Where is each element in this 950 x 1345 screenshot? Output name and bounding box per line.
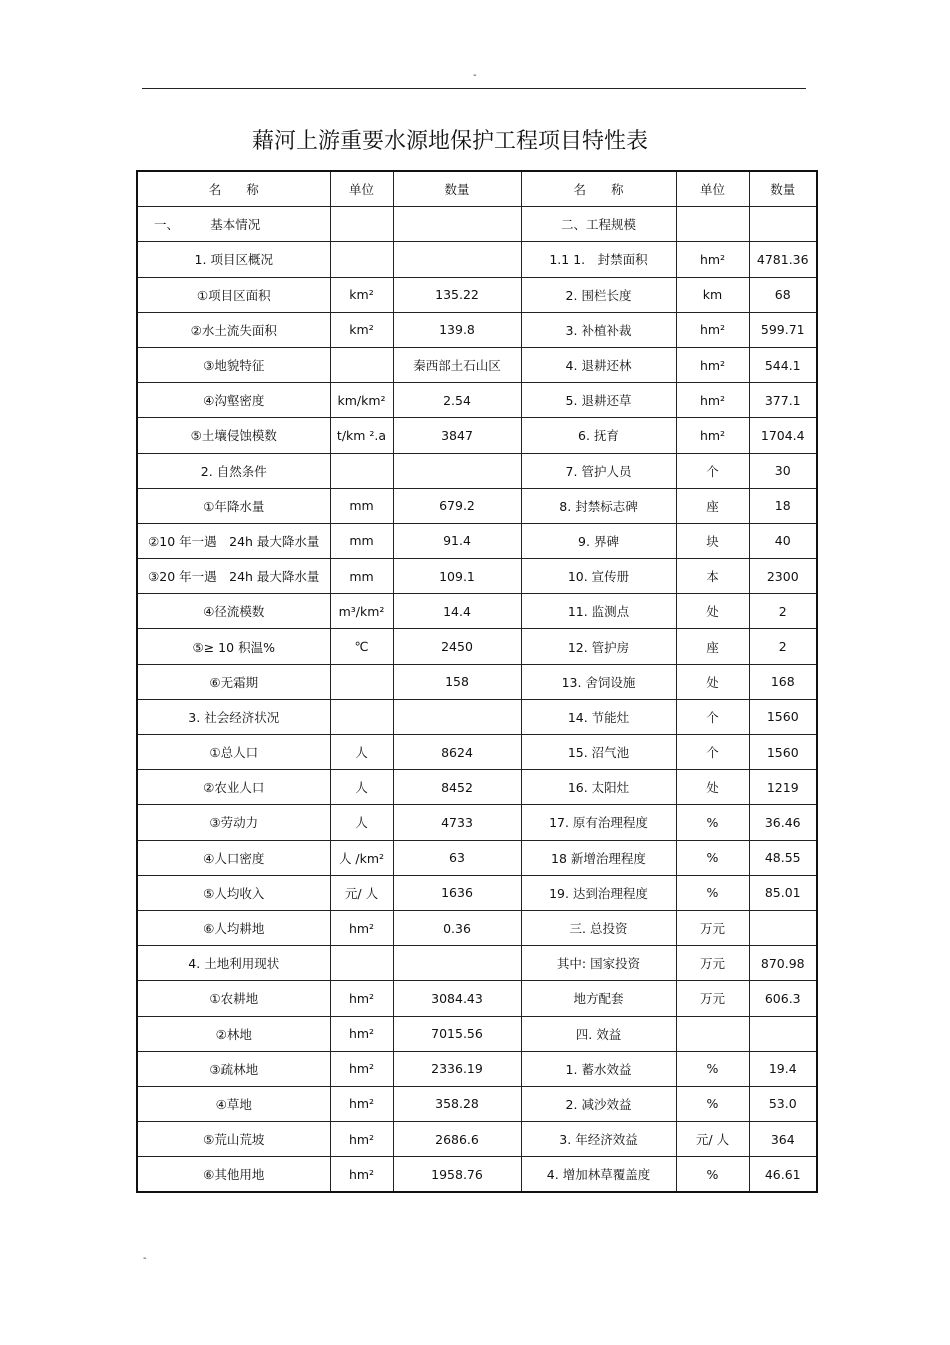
unit-left: hm² xyxy=(330,1016,393,1051)
item-name-right: 4. 增加林草覆盖度 xyxy=(521,1157,676,1193)
quantity-right: 36.46 xyxy=(749,805,817,840)
item-name-right: 三. 总投资 xyxy=(521,910,676,945)
quantity-left: 135.22 xyxy=(393,277,521,312)
item-name-left: ②林地 xyxy=(137,1016,330,1051)
quantity-right: 68 xyxy=(749,277,817,312)
unit-left: hm² xyxy=(330,1157,393,1193)
item-name-left: ①年降水量 xyxy=(137,488,330,523)
table-row xyxy=(137,910,817,945)
quantity-left xyxy=(393,207,521,242)
quantity-right: 85.01 xyxy=(749,875,817,910)
table-row xyxy=(137,383,817,418)
page-top-mark: - xyxy=(473,70,477,81)
quantity-left xyxy=(393,242,521,277)
item-name-right: 1. 蓄水效益 xyxy=(521,1051,676,1086)
item-name-right: 12. 管护房 xyxy=(521,629,676,664)
item-name-left: ⑤荒山荒坡 xyxy=(137,1122,330,1157)
quantity-left xyxy=(393,946,521,981)
table-row xyxy=(137,629,817,664)
header-qty-left: 数量 xyxy=(393,171,521,207)
item-name-left: ④径流模数 xyxy=(137,594,330,629)
table-body xyxy=(137,171,817,1192)
unit-right: 万元 xyxy=(676,910,749,945)
table-row xyxy=(137,312,817,347)
table-row xyxy=(137,559,817,594)
quantity-right: 2 xyxy=(749,629,817,664)
item-name-right: 13. 舍饲设施 xyxy=(521,664,676,699)
table-row xyxy=(137,523,817,558)
quantity-right: 4781.36 xyxy=(749,242,817,277)
item-name-left: ⑥其他用地 xyxy=(137,1157,330,1193)
item-name-left: ⑤土壤侵蚀模数 xyxy=(137,418,330,453)
unit-left xyxy=(330,664,393,699)
quantity-right: 1560 xyxy=(749,735,817,770)
item-name-left: ②农业人口 xyxy=(137,770,330,805)
quantity-left: 2.54 xyxy=(393,383,521,418)
unit-right: 块 xyxy=(676,523,749,558)
unit-left xyxy=(330,453,393,488)
item-name-right: 8. 封禁标志碑 xyxy=(521,488,676,523)
unit-left: hm² xyxy=(330,981,393,1016)
unit-left: mm xyxy=(330,523,393,558)
unit-right: % xyxy=(676,805,749,840)
table-row xyxy=(137,1122,817,1157)
unit-right: km xyxy=(676,277,749,312)
unit-right: 元/ 人 xyxy=(676,1122,749,1157)
item-name-left: ②水土流失面积 xyxy=(137,312,330,347)
unit-left xyxy=(330,242,393,277)
quantity-right: 870.98 xyxy=(749,946,817,981)
item-name-left: 2. 自然条件 xyxy=(137,453,330,488)
unit-left: mm xyxy=(330,559,393,594)
quantity-right: 606.3 xyxy=(749,981,817,1016)
quantity-right: 18 xyxy=(749,488,817,523)
unit-left: hm² xyxy=(330,1086,393,1121)
unit-left: km/km² xyxy=(330,383,393,418)
item-name-left: ④沟壑密度 xyxy=(137,383,330,418)
header-unit-right: 单位 xyxy=(676,171,749,207)
header-name-left: 名 称 xyxy=(137,171,330,207)
quantity-left: 2336.19 xyxy=(393,1051,521,1086)
item-name-left: ⑤人均收入 xyxy=(137,875,330,910)
unit-left: m³/km² xyxy=(330,594,393,629)
unit-right: 座 xyxy=(676,488,749,523)
quantity-left: 3084.43 xyxy=(393,981,521,1016)
item-name-left: ①总人口 xyxy=(137,735,330,770)
item-name-right: 9. 界碑 xyxy=(521,523,676,558)
quantity-right: 2300 xyxy=(749,559,817,594)
item-name-right: 3. 补植补裁 xyxy=(521,312,676,347)
item-name-right: 18 新增治理程度 xyxy=(521,840,676,875)
quantity-left: 14.4 xyxy=(393,594,521,629)
table-row xyxy=(137,805,817,840)
quantity-left: 358.28 xyxy=(393,1086,521,1121)
unit-right: 处 xyxy=(676,594,749,629)
table-row xyxy=(137,347,817,382)
quantity-left xyxy=(393,699,521,734)
table-row xyxy=(137,875,817,910)
quantity-right: 48.55 xyxy=(749,840,817,875)
quantity-right: 168 xyxy=(749,664,817,699)
unit-left xyxy=(330,347,393,382)
table-row xyxy=(137,453,817,488)
unit-left xyxy=(330,207,393,242)
quantity-left: 109.1 xyxy=(393,559,521,594)
unit-right xyxy=(676,207,749,242)
unit-right: 处 xyxy=(676,664,749,699)
unit-right: 万元 xyxy=(676,946,749,981)
unit-left: 人 xyxy=(330,770,393,805)
document-title: 藉河上游重要水源地保护工程项目特性表 xyxy=(251,129,648,154)
unit-right: % xyxy=(676,840,749,875)
item-name-right: 其中: 国家投资 xyxy=(521,946,676,981)
unit-left: km² xyxy=(330,312,393,347)
item-name-right: 地方配套 xyxy=(521,981,676,1016)
item-name-left: ⑥人均耕地 xyxy=(137,910,330,945)
table-row xyxy=(137,1051,817,1086)
table-row xyxy=(137,840,817,875)
quantity-left: 0.36 xyxy=(393,910,521,945)
quantity-left: 1636 xyxy=(393,875,521,910)
item-name-right: 3. 年经济效益 xyxy=(521,1122,676,1157)
unit-right: hm² xyxy=(676,383,749,418)
quantity-left: 3847 xyxy=(393,418,521,453)
quantity-right: 2 xyxy=(749,594,817,629)
unit-left xyxy=(330,699,393,734)
table-row xyxy=(137,488,817,523)
item-name-right: 11. 监测点 xyxy=(521,594,676,629)
quantity-left: 63 xyxy=(393,840,521,875)
unit-right: 处 xyxy=(676,770,749,805)
quantity-left: 1958.76 xyxy=(393,1157,521,1193)
quantity-left: 91.4 xyxy=(393,523,521,558)
page-bottom-mark: - xyxy=(143,1253,147,1264)
item-name-right: 二、工程规模 xyxy=(521,207,676,242)
quantity-right: 1219 xyxy=(749,770,817,805)
table-row xyxy=(137,1086,817,1121)
item-name-right: 5. 退耕还草 xyxy=(521,383,676,418)
item-name-right: 2. 围栏长度 xyxy=(521,277,676,312)
unit-left: km² xyxy=(330,277,393,312)
unit-right: % xyxy=(676,1086,749,1121)
item-name-right: 10. 宣传册 xyxy=(521,559,676,594)
header-unit-left: 单位 xyxy=(330,171,393,207)
item-name-left: ③疏林地 xyxy=(137,1051,330,1086)
quantity-left: 7015.56 xyxy=(393,1016,521,1051)
quantity-right: 1704.4 xyxy=(749,418,817,453)
table-row xyxy=(137,242,817,277)
unit-right: 个 xyxy=(676,735,749,770)
table-row xyxy=(137,277,817,312)
quantity-left: 2450 xyxy=(393,629,521,664)
unit-right: hm² xyxy=(676,347,749,382)
table-row xyxy=(137,207,817,242)
unit-right: % xyxy=(676,1157,749,1193)
item-name-left: ①项目区面积 xyxy=(137,277,330,312)
unit-left: t/km ².a xyxy=(330,418,393,453)
unit-right: % xyxy=(676,875,749,910)
quantity-left: 2686.6 xyxy=(393,1122,521,1157)
unit-left: hm² xyxy=(330,1051,393,1086)
header-rule xyxy=(142,88,806,89)
item-name-left: ③20 年一遇 24h 最大降水量 xyxy=(137,559,330,594)
unit-right: 个 xyxy=(676,699,749,734)
quantity-right: 1560 xyxy=(749,699,817,734)
quantity-right xyxy=(749,207,817,242)
item-name-right: 四. 效益 xyxy=(521,1016,676,1051)
table-header-row xyxy=(137,171,817,207)
quantity-right xyxy=(749,910,817,945)
unit-right: hm² xyxy=(676,242,749,277)
table-row xyxy=(137,981,817,1016)
unit-right xyxy=(676,1016,749,1051)
item-name-left: 4. 土地利用现状 xyxy=(137,946,330,981)
unit-right: 本 xyxy=(676,559,749,594)
quantity-left: 8624 xyxy=(393,735,521,770)
project-spec-table xyxy=(136,170,818,1193)
item-name-left: ④人口密度 xyxy=(137,840,330,875)
quantity-right: 364 xyxy=(749,1122,817,1157)
unit-right: 个 xyxy=(676,453,749,488)
item-name-left: ⑤≥ 10 积温% xyxy=(137,629,330,664)
unit-right: hm² xyxy=(676,418,749,453)
item-name-right: 2. 减沙效益 xyxy=(521,1086,676,1121)
table-row xyxy=(137,946,817,981)
table-row xyxy=(137,594,817,629)
table-row xyxy=(137,735,817,770)
item-name-right: 1.1 1. 封禁面积 xyxy=(521,242,676,277)
quantity-right: 53.0 xyxy=(749,1086,817,1121)
item-name-right: 16. 太阳灶 xyxy=(521,770,676,805)
unit-left: hm² xyxy=(330,1122,393,1157)
unit-left: 人 xyxy=(330,735,393,770)
quantity-right: 377.1 xyxy=(749,383,817,418)
unit-left xyxy=(330,946,393,981)
header-name-right: 名 称 xyxy=(521,171,676,207)
quantity-right: 19.4 xyxy=(749,1051,817,1086)
quantity-right: 46.61 xyxy=(749,1157,817,1193)
header-qty-right: 数量 xyxy=(749,171,817,207)
quantity-right: 40 xyxy=(749,523,817,558)
table-row xyxy=(137,699,817,734)
quantity-left: 秦西部土石山区 xyxy=(393,347,521,382)
quantity-left: 679.2 xyxy=(393,488,521,523)
unit-left: ℃ xyxy=(330,629,393,664)
unit-left: 人 xyxy=(330,805,393,840)
quantity-right xyxy=(749,1016,817,1051)
item-name-right: 17. 原有治理程度 xyxy=(521,805,676,840)
quantity-left: 4733 xyxy=(393,805,521,840)
quantity-left xyxy=(393,453,521,488)
quantity-right: 30 xyxy=(749,453,817,488)
unit-left: 人 /km² xyxy=(330,840,393,875)
item-name-left: ③劳动力 xyxy=(137,805,330,840)
item-name-right: 6. 抚育 xyxy=(521,418,676,453)
quantity-right: 599.71 xyxy=(749,312,817,347)
unit-right: hm² xyxy=(676,312,749,347)
quantity-left: 139.8 xyxy=(393,312,521,347)
table-row xyxy=(137,1016,817,1051)
item-name-left: 一、 基本情况 xyxy=(137,207,330,242)
unit-right: 座 xyxy=(676,629,749,664)
item-name-left: ②10 年一遇 24h 最大降水量 xyxy=(137,523,330,558)
table-row xyxy=(137,770,817,805)
item-name-left: ①农耕地 xyxy=(137,981,330,1016)
item-name-left: ⑥无霜期 xyxy=(137,664,330,699)
item-name-right: 4. 退耕还林 xyxy=(521,347,676,382)
item-name-right: 19. 达到治理程度 xyxy=(521,875,676,910)
item-name-left: 3. 社会经济状况 xyxy=(137,699,330,734)
unit-left: mm xyxy=(330,488,393,523)
item-name-left: ④草地 xyxy=(137,1086,330,1121)
item-name-right: 14. 节能灶 xyxy=(521,699,676,734)
table-row xyxy=(137,1157,817,1193)
quantity-left: 158 xyxy=(393,664,521,699)
unit-right: % xyxy=(676,1051,749,1086)
table-row xyxy=(137,418,817,453)
quantity-right: 544.1 xyxy=(749,347,817,382)
unit-left: 元/ 人 xyxy=(330,875,393,910)
item-name-left: 1. 项目区概况 xyxy=(137,242,330,277)
item-name-left: ③地貌特征 xyxy=(137,347,330,382)
unit-left: hm² xyxy=(330,910,393,945)
item-name-right: 15. 沼气池 xyxy=(521,735,676,770)
quantity-left: 8452 xyxy=(393,770,521,805)
unit-right: 万元 xyxy=(676,981,749,1016)
item-name-right: 7. 管护人员 xyxy=(521,453,676,488)
table-row xyxy=(137,664,817,699)
